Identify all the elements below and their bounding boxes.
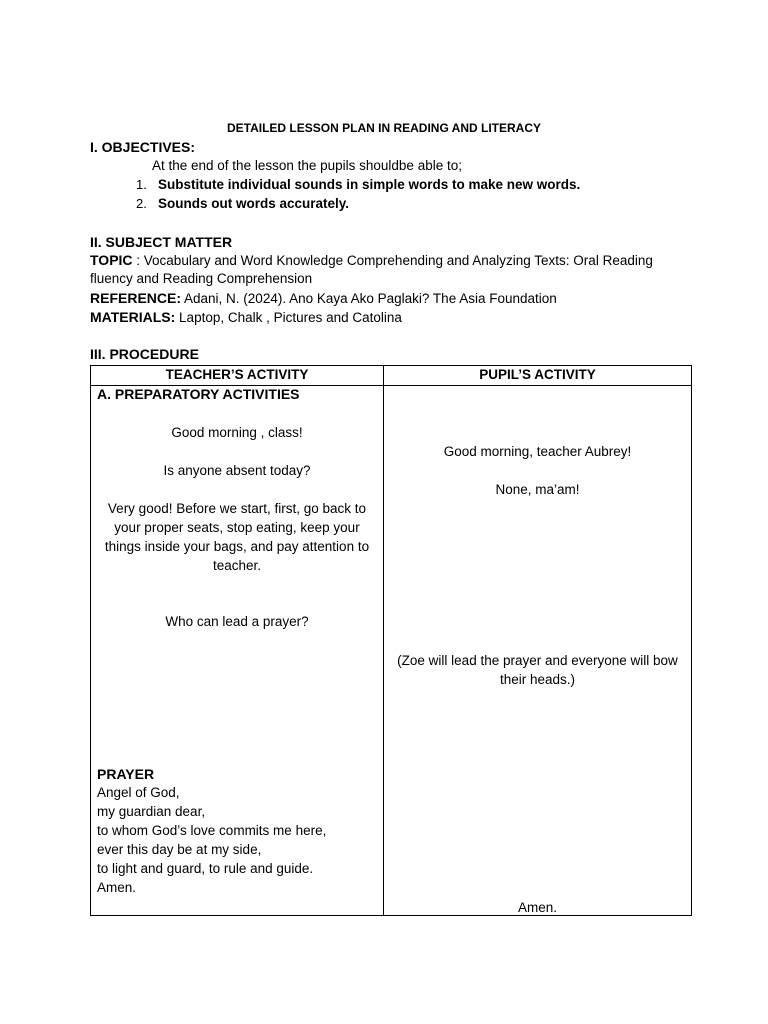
materials-line	[90, 309, 402, 325]
teacher-activity-header: TEACHER’S ACTIVITY	[91, 366, 384, 386]
table-header-row	[91, 366, 692, 386]
objective-text: Substitute individual sounds in simple words to make new words.	[158, 177, 581, 192]
procedure-heading: III. PROCEDURE	[90, 346, 199, 362]
objective-number: 1.	[136, 177, 147, 192]
topic-text: : Vocabulary and Word Knowledge Comprehending and Analyzing Texts: Oral Reading	[132, 253, 653, 268]
pupil-prayer-note: (Zoe will lead the prayer and everyone will bow	[397, 653, 678, 668]
pupil-greeting: Good morning, teacher Aubrey!	[443, 444, 632, 459]
prayer-heading: PRAYER	[97, 766, 155, 782]
teacher-instruction: your proper seats, stop eating, keep your	[114, 520, 360, 535]
pupil-amen: Amen.	[517, 900, 558, 915]
subject-matter-heading: II. SUBJECT MATTER	[90, 234, 233, 250]
teacher-greeting: Good morning , class!	[171, 425, 303, 440]
prayer-line: ever this day be at my side,	[97, 842, 262, 857]
teacher-instruction: teacher.	[212, 558, 262, 573]
materials-label: MATERIALS:	[90, 309, 176, 325]
preparatory-activities-heading: A. PREPARATORY ACTIVITIES	[97, 386, 300, 402]
objectives-intro: At the end of the lesson the pupils shouldbe able to;	[152, 158, 462, 173]
objectives-heading: I. OBJECTIVES:	[90, 139, 196, 155]
prayer-line: to light and guard, to rule and guide.	[97, 861, 314, 876]
topic-line	[90, 252, 653, 268]
pupil-activity-cell	[384, 386, 692, 916]
reference-text: Adani, N. (2024). Ano Kaya Ako Paglaki? The Asia Foundation	[181, 291, 557, 306]
procedure-table	[90, 365, 692, 916]
prayer-line: Angel of God,	[97, 785, 180, 800]
objective-text: Sounds out words accurately.	[158, 196, 350, 211]
teacher-activity-cell	[91, 386, 384, 916]
materials-text: Laptop, Chalk , Pictures and Catolina	[175, 310, 402, 325]
pupil-prayer-note: their heads.)	[499, 672, 576, 687]
table-row	[91, 386, 692, 916]
pupil-absent-answer: None, ma’am!	[495, 482, 580, 497]
reference-label: REFERENCE:	[90, 290, 182, 306]
teacher-instruction: Very good! Before we start, first, go back to	[107, 501, 367, 516]
prayer-line: my guardian dear,	[97, 804, 206, 819]
topic-label: TOPIC	[90, 252, 133, 268]
prayer-line: Amen.	[97, 880, 137, 895]
teacher-instruction: things inside your bags, and pay attention to	[104, 539, 370, 554]
reference-line	[90, 290, 557, 306]
objective-item	[136, 196, 349, 211]
teacher-prayer-question: Who can lead a prayer?	[165, 614, 309, 629]
document-title: DETAILED LESSON PLAN IN READING AND LITERACY	[226, 121, 541, 135]
teacher-absent-question: Is anyone absent today?	[163, 463, 311, 478]
objective-number: 2.	[136, 196, 147, 211]
topic-continuation: fluency and Reading Comprehension	[90, 271, 313, 286]
objective-item	[136, 177, 580, 192]
pupil-activity-header: PUPIL’S ACTIVITY	[384, 366, 692, 386]
prayer-line: to whom God’s love commits me here,	[97, 823, 327, 838]
